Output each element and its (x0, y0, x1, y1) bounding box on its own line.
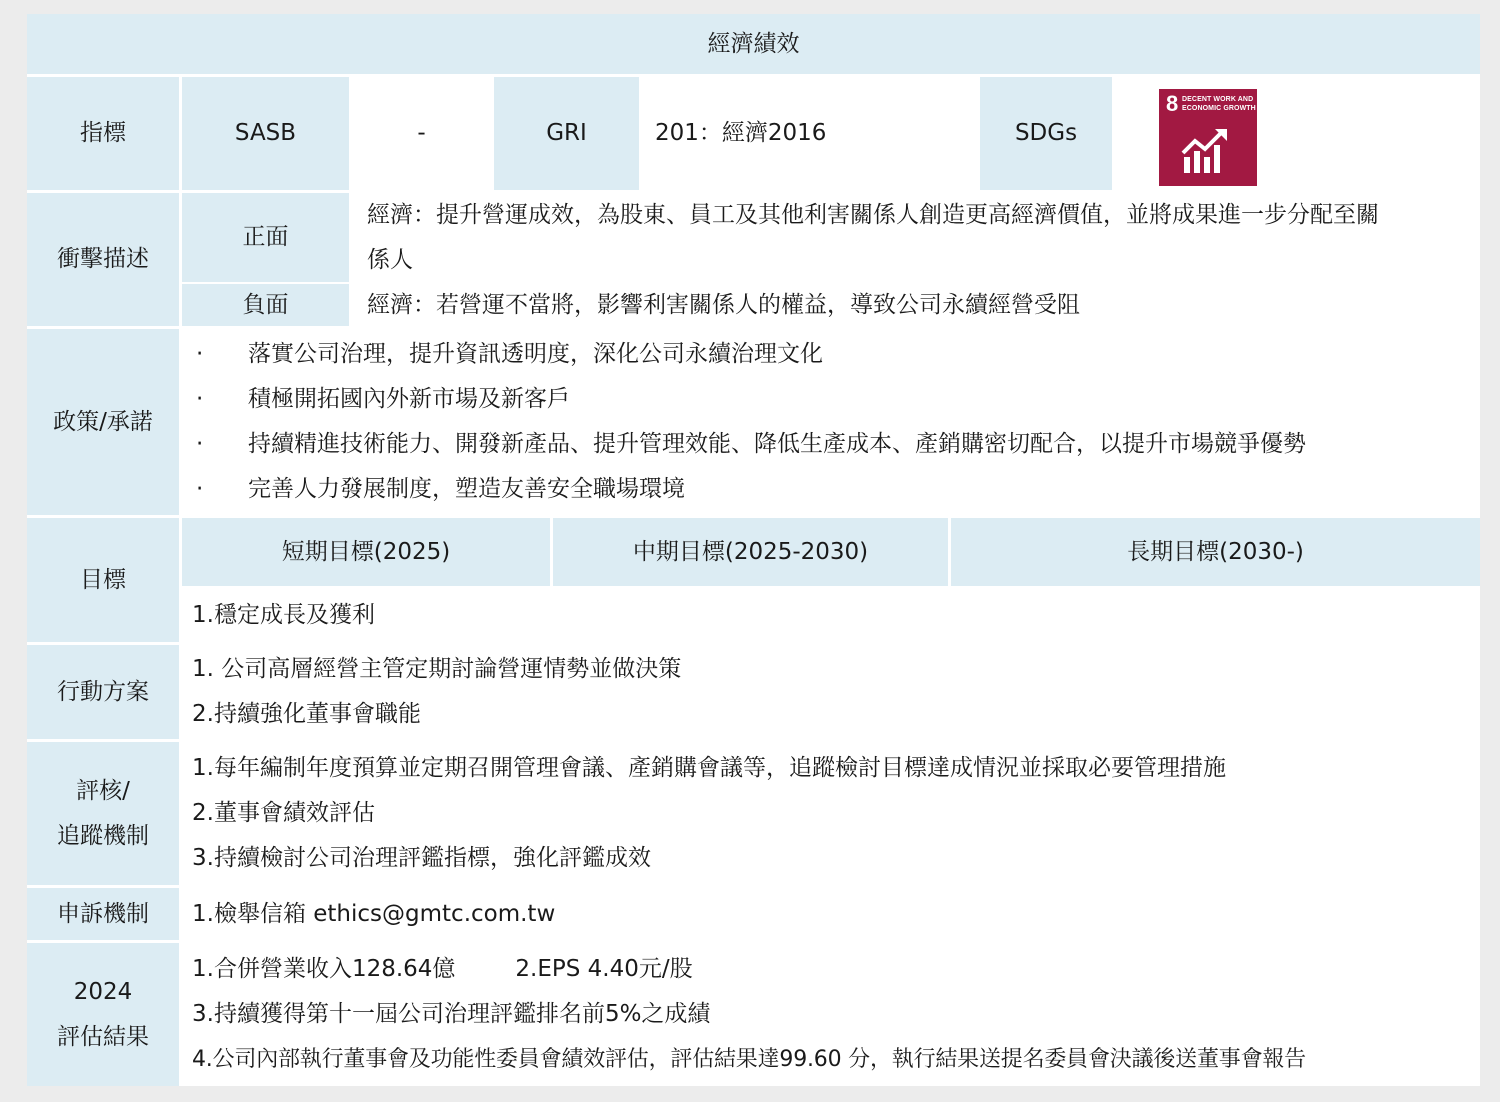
policy-label-cell (27, 329, 179, 515)
bullet: · (196, 341, 204, 367)
indicator-label: 指標 (80, 120, 126, 146)
list-item: 3.持續檢討公司治理評鑑指標，強化評鑑成效 (192, 845, 651, 871)
goal-mid-term-label: 中期目標(2025-2030) (632, 538, 869, 565)
impact-negative-text-cell (349, 284, 1480, 326)
table-title (27, 14, 1480, 74)
list-item: 4.公司內部執行董事會及功能性委員會績效評估，評估結果達99.60 分，執行結果送提名委員會決議後送董事會報告 (192, 1047, 1306, 1072)
list-item: 2.董事會績效評估 (192, 800, 375, 826)
list-item (182, 377, 570, 422)
goal-long-term-label: 長期目標(2030-) (1127, 538, 1304, 565)
list-item: 1.每年編制年度預算並定期召開管理會議、產銷購會議等，追蹤檢討目標達成情況並採取必要管理措施 (192, 755, 1226, 781)
goal-short-term-header (182, 518, 550, 586)
results-label-line1: 2024 (73, 978, 133, 1005)
action-label: 行動方案 (57, 678, 149, 705)
sasb-value-cell (349, 77, 494, 190)
policy-item-text: 完善人力發展制度，塑造友善安全職場環境 (248, 476, 685, 502)
indicator-label-cell (27, 77, 179, 190)
sdgs-label-cell (980, 77, 1112, 190)
economic-performance-table (27, 14, 1480, 1086)
sdg-number: 8 (1166, 91, 1179, 116)
gri-label-cell (494, 77, 639, 190)
policy-item-text: 積極開拓國內外新市場及新客戶 (248, 386, 570, 412)
sdg-caption-line2: ECONOMIC GROWTH (1182, 105, 1256, 112)
impact-label-cell (27, 193, 179, 326)
action-label-cell (27, 645, 179, 739)
growth-chart-icon (1181, 127, 1231, 175)
evaluation-label-line1: 評核/ (76, 777, 130, 804)
list-item (182, 422, 1306, 467)
evaluation-items-cell (182, 742, 1480, 885)
impact-negative-label: 負面 (242, 291, 289, 318)
sdg-caption-line1: DECENT WORK AND (1182, 96, 1254, 103)
evaluation-label-line2: 追蹤機制 (57, 822, 149, 849)
list-item: 3.持續獲得第十一屆公司治理評鑑排名前5%之成績 (192, 1001, 711, 1027)
gri-value-cell (639, 77, 980, 190)
policy-item-text: 持續精進技術能力、開發新產品、提升管理效能、降低生產成本、產銷購密切配合，以提升市場競爭優勢 (248, 431, 1306, 457)
table-title-text: 經濟績效 (707, 30, 800, 57)
results-label-line2: 評估結果 (57, 1023, 149, 1050)
impact-positive-label-cell (182, 193, 349, 282)
grievance-text-cell (182, 888, 1480, 940)
policy-label: 政策/承諾 (53, 408, 153, 435)
goals-label: 目標 (80, 566, 126, 593)
goal-long-term-header (951, 518, 1480, 586)
list-item: 1. 公司高層經營主管定期討論營運情勢並做決策 (192, 656, 682, 682)
impact-negative-label-cell (182, 284, 349, 326)
sdg-caption (1182, 95, 1256, 113)
impact-negative-text: 經濟：若營運不當將，影響利害關係人的權益，導致公司永續經營受阻 (367, 291, 1080, 318)
sdg-8-badge (1159, 89, 1257, 186)
list-item: 2.持續強化董事會職能 (192, 701, 421, 727)
evaluation-label-cell (27, 742, 179, 885)
result-revenue: 1.合併營業收入128.64億 (192, 956, 456, 982)
grievance-label: 申訴機制 (57, 900, 149, 927)
impact-positive-label: 正面 (242, 224, 289, 250)
bullet: · (196, 386, 204, 412)
grievance-text: 1.檢舉信箱 ethics@gmtc.com.tw (192, 900, 556, 927)
impact-positive-line-1: 經濟：提升營運成效，為股東、員工及其他利害關係人創造更高經濟價值，並將成果進一步分配至關 (367, 201, 1379, 228)
bullet: · (196, 431, 204, 457)
policy-items-cell (182, 329, 1480, 515)
impact-positive-text-cell (349, 193, 1480, 282)
policy-item-text: 落實公司治理，提升資訊透明度，深化公司永續治理文化 (248, 341, 823, 367)
grievance-label-cell (27, 888, 179, 940)
gri-label: GRI (546, 120, 587, 146)
action-items-cell (182, 645, 1480, 739)
goal-short-term-label: 短期目標(2025) (281, 538, 451, 565)
sasb-label: SASB (234, 120, 297, 146)
list-item (182, 467, 685, 512)
goals-text-cell (182, 589, 1480, 642)
bullet: · (196, 476, 204, 502)
results-label-cell (27, 943, 179, 1086)
result-eps: 2.EPS 4.40元/股 (515, 956, 693, 982)
results-items-cell (182, 943, 1480, 1086)
sdgs-label: SDGs (1014, 120, 1078, 146)
goals-text: 1.穩定成長及獲利 (192, 602, 375, 628)
goals-label-cell (27, 518, 179, 642)
sasb-label-cell (182, 77, 349, 190)
gri-value: 201：經濟2016 (655, 120, 827, 146)
goal-mid-term-header (553, 518, 948, 586)
sasb-value: - (417, 120, 426, 146)
list-item (192, 947, 693, 992)
list-item (182, 332, 823, 377)
impact-label: 衝擊描述 (57, 246, 149, 272)
impact-positive-line-2: 係人 (367, 246, 413, 273)
